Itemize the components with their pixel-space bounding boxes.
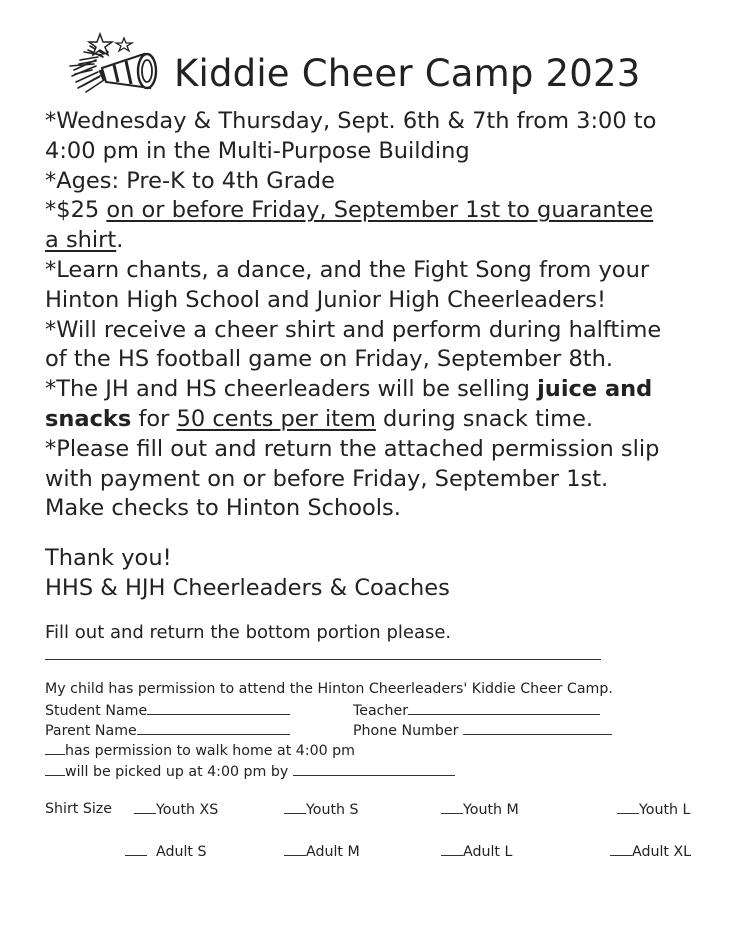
detail-line [45,196,745,226]
teacher-label: Teacher [353,703,409,719]
size-label: Youth XS [156,802,219,818]
signature-text: HHS & HJH Cheerleaders & Coaches [45,575,450,601]
teacher-row [353,702,600,719]
detail-line: *Learn chants, a dance, and the Fight Song from your [45,256,650,283]
size-label: Adult M [306,844,360,860]
size-option-adult-l[interactable] [441,843,512,860]
detail-line: Make checks to Hinton Schools. [45,495,401,522]
detail-line [45,226,745,256]
picked-up-row [45,763,455,780]
snack-text: *The JH and HS cheerleaders will be selling [45,376,538,403]
detail-line: *Will receive a cheer shirt and perform during halftime [45,316,662,343]
cut-line [45,659,601,660]
detail-line: Hinton High School and Junior High Cheerleaders! [45,286,606,313]
size-option-adult-xl[interactable] [610,843,691,860]
picked-up-by-field[interactable] [293,763,455,776]
size-checkbox[interactable] [284,801,306,814]
permission-statement: My child has permission to attend the Hinton Cheerleaders' Kiddie Cheer Camp. [45,681,613,697]
size-label: Youth S [306,802,359,818]
detail-line: 4:00 pm in the Multi-Purpose Building [45,137,470,164]
teacher-field[interactable] [408,702,600,715]
shirt-size-label: Shirt Size [45,801,112,817]
detail-line [45,375,745,405]
size-checkbox[interactable] [134,801,156,814]
deadline-text: a shirt [45,227,117,254]
size-checkbox[interactable] [125,843,147,856]
period-text: . [116,227,124,254]
price-text: *$25 [45,197,107,224]
student-name-label: Student Name [45,703,148,719]
snack-bold-text: juice and [537,376,653,403]
size-checkbox[interactable] [284,843,306,856]
price-per-item-text: 50 cents per item [176,405,376,432]
snack-bold-text: snacks [45,405,132,432]
snack-text: during snack time. [375,405,594,432]
size-checkbox[interactable] [441,801,463,814]
parent-name-field[interactable] [137,722,290,735]
snack-text: for [131,405,177,432]
parent-name-label: Parent Name [45,723,137,739]
size-option-youth-xs[interactable] [134,801,218,818]
size-option-youth-s[interactable] [284,801,359,818]
detail-line: *Wednesday & Thursday, Sept. 6th & 7th from 3:00 to [45,108,657,134]
size-checkbox[interactable] [441,843,463,856]
size-checkbox[interactable] [610,843,632,856]
detail-line: with payment on or before Friday, September 1st. [45,465,609,492]
detail-line: *Ages: Pre-K to 4th Grade [45,167,335,194]
size-option-adult-s[interactable] [125,843,207,860]
detail-line [45,405,745,435]
size-label: Youth M [463,802,519,818]
thanks-text: Thank you! [45,545,172,571]
size-label: Adult L [463,844,513,860]
size-option-youth-l[interactable] [617,801,690,818]
picked-up-checkbox[interactable] [45,763,65,776]
page-title: Kiddie Cheer Camp 2023 [174,52,641,95]
size-label: Youth L [639,802,691,818]
camp-details [45,107,745,524]
walk-home-checkbox[interactable] [45,742,65,755]
size-label: Adult S [156,844,207,860]
megaphone-pompom-icon [66,30,166,102]
walk-home-row [45,742,355,759]
size-checkbox[interactable] [617,801,639,814]
phone-row [353,722,612,739]
size-option-adult-m[interactable] [284,843,360,860]
size-label: Adult XL [632,844,692,860]
detail-line: *Please fill out and return the attached permission slip [45,435,660,462]
closing [45,543,450,603]
student-name-row [45,702,290,719]
fill-out-instruction: Fill out and return the bottom portion please. [45,622,452,643]
deadline-text: on or before Friday, September 1st to guarantee [106,197,654,224]
detail-line: of the HS football game on Friday, September 8th. [45,346,613,373]
size-option-youth-m[interactable] [441,801,519,818]
phone-field[interactable] [463,722,612,735]
parent-name-row [45,722,290,739]
student-name-field[interactable] [147,702,290,715]
walk-home-label: has permission to walk home at 4:00 pm [65,743,355,759]
phone-label: Phone Number [353,723,459,739]
picked-up-label: will be picked up at 4:00 pm by [65,764,289,780]
